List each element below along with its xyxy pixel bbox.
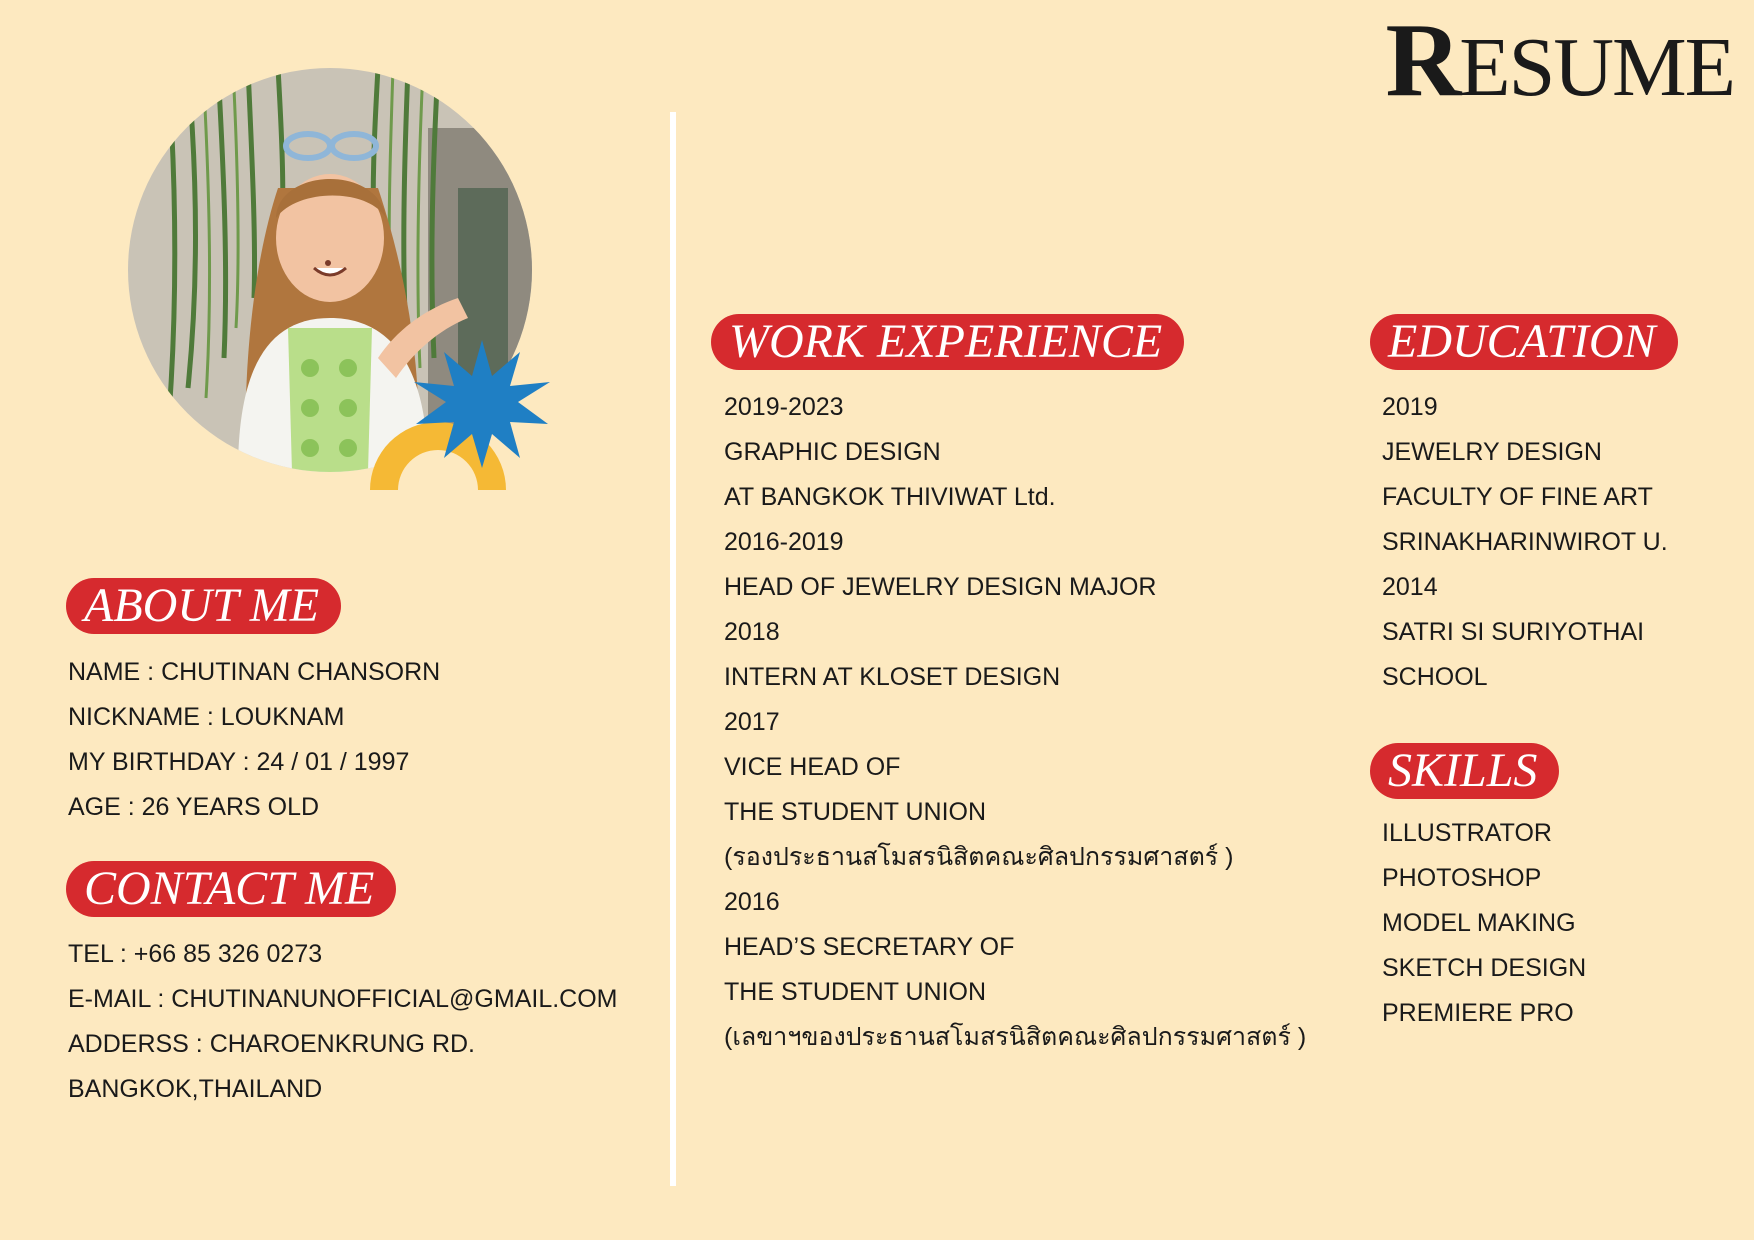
work-line: (เลขาฯของประธานสโมสรนิสิตคณะศิลปกรรมศาสตร์ ) <box>724 1023 1307 1051</box>
work-list <box>724 385 1306 1060</box>
contact-tel: TEL : +66 85 326 0273 <box>68 940 323 968</box>
education-line: SCHOOL <box>1382 663 1488 691</box>
work-line: THE STUDENT UNION <box>724 798 987 826</box>
work-line: 2019-2023 <box>724 393 844 421</box>
education-line: SATRI SI SURIYOTHAI <box>1382 618 1645 646</box>
contact-list <box>68 932 618 1112</box>
title-rest: ESUME <box>1459 21 1734 114</box>
education-line: FACULTY OF FINE ART <box>1382 483 1653 511</box>
work-line: 2016 <box>724 888 780 916</box>
work-line: HEAD OF JEWELRY DESIGN MAJOR <box>724 573 1157 601</box>
work-line: AT BANGKOK THIVIWAT Ltd. <box>724 483 1056 511</box>
work-line: VICE HEAD OF <box>724 753 901 781</box>
about-heading: ABOUT ME <box>66 578 341 634</box>
skill-item: MODEL MAKING <box>1382 909 1576 937</box>
resume-title <box>1385 0 1734 128</box>
education-heading: EDUCATION <box>1370 314 1678 370</box>
work-line: HEAD’S SECRETARY OF <box>724 933 1015 961</box>
work-line: INTERN AT KLOSET DESIGN <box>724 663 1061 691</box>
about-name: NAME : CHUTINAN CHANSORN <box>68 658 441 686</box>
work-line: THE STUDENT UNION <box>724 978 987 1006</box>
about-age: AGE : 26 YEARS OLD <box>68 793 320 821</box>
education-list <box>1382 385 1668 700</box>
contact-city: BANGKOK,THAILAND <box>68 1075 323 1103</box>
work-line: GRAPHIC DESIGN <box>724 438 941 466</box>
work-line: 2017 <box>724 708 780 736</box>
education-line: SRINAKHARINWIROT U. <box>1382 528 1668 556</box>
photo-decoration <box>370 340 570 490</box>
about-list <box>68 650 440 830</box>
skills-heading: SKILLS <box>1370 743 1559 799</box>
skill-item: ILLUSTRATOR <box>1382 819 1552 847</box>
work-heading: WORK EXPERIENCE <box>711 314 1184 370</box>
work-line: (รองประธานสโมสรนิสิตคณะศิลปกรรมศาสตร์ ) <box>724 843 1234 871</box>
work-line: 2018 <box>724 618 780 646</box>
skill-item: PHOTOSHOP <box>1382 864 1542 892</box>
skill-item: PREMIERE PRO <box>1382 999 1574 1027</box>
skills-list <box>1382 811 1586 1036</box>
contact-email: E-MAIL : CHUTINANUNOFFICIAL@GMAIL.COM <box>68 985 618 1013</box>
title-initial: R <box>1385 1 1460 118</box>
education-line: JEWELRY DESIGN <box>1382 438 1602 466</box>
about-nickname: NICKNAME : LOUKNAM <box>68 703 345 731</box>
education-line: 2014 <box>1382 573 1438 601</box>
column-divider <box>670 112 676 1186</box>
contact-address: ADDERSS : CHAROENKRUNG RD. <box>68 1030 475 1058</box>
work-line: 2016-2019 <box>724 528 844 556</box>
contact-heading: CONTACT ME <box>66 861 396 917</box>
about-birthday: MY BIRTHDAY : 24 / 01 / 1997 <box>68 748 410 776</box>
skill-item: SKETCH DESIGN <box>1382 954 1587 982</box>
education-line: 2019 <box>1382 393 1438 421</box>
